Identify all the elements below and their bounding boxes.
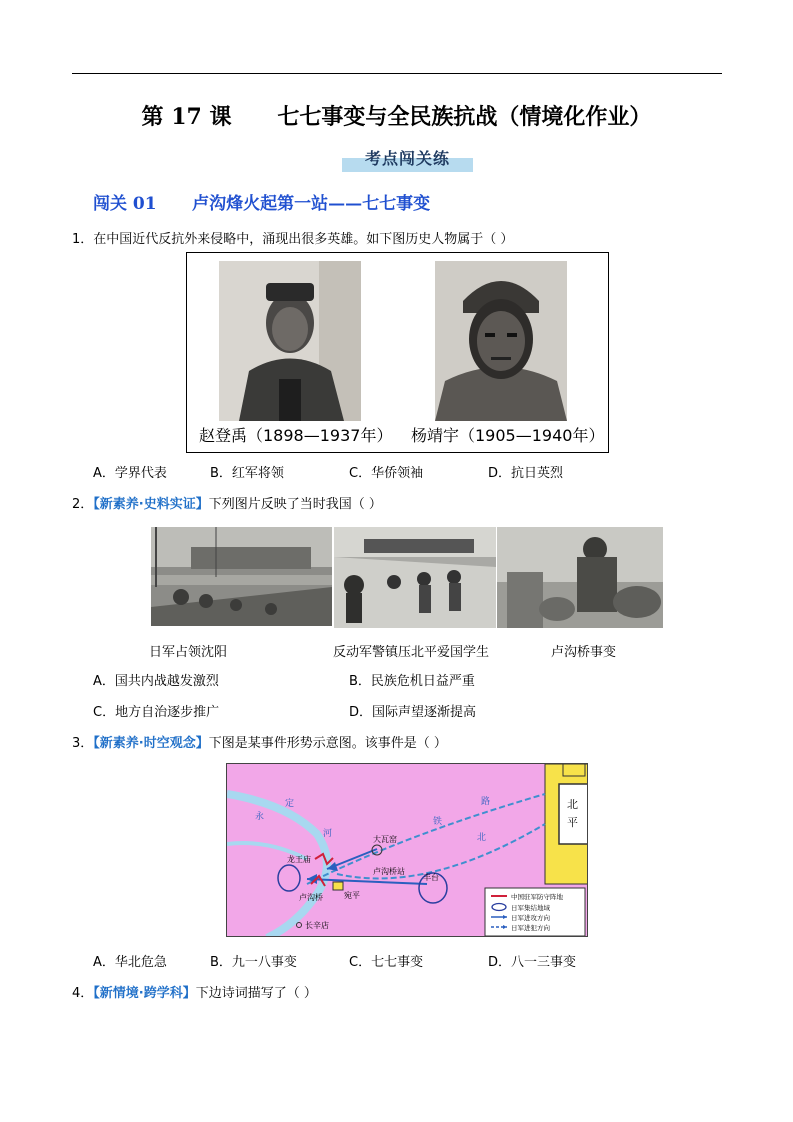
question-1-stem: 1．在中国近代反抗外来侵略中，涌现出很多英雄。如下图历史人物属于（ ） [72, 232, 514, 247]
caption-zhao-dengyu: 赵登禹（1898—1937年） [199, 426, 393, 445]
photo-beiping-students [334, 527, 496, 628]
lesson-title: 第 17 课 七七事变与全民族抗战（情境化作业） [141, 104, 652, 130]
q3-option-d[interactable]: D．八一三事变 [488, 955, 577, 970]
photo-lugou-bridge-incident [497, 527, 663, 628]
q2-option-a[interactable]: A．国共内战越发激烈 [93, 674, 219, 689]
portrait-zhao-dengyu [219, 261, 361, 421]
q1-option-a[interactable]: A．学界代表 [93, 466, 167, 481]
map-place-lugouqiao: 卢沟桥 [299, 893, 323, 902]
q2-option-d[interactable]: D．国际声望逐渐提高 [349, 705, 477, 720]
question-3-stem [72, 732, 447, 751]
question-2-text: 下列图片反映了当时我国（ ） [208, 497, 382, 512]
q1-option-b[interactable]: B．红军将领 [210, 466, 284, 481]
map-river-yong: 永 [255, 812, 265, 822]
map-place-dawayao: 大瓦窑 [373, 835, 397, 844]
map-place-longwangmiao: 龙王庙 [287, 855, 311, 864]
map-city-bei: 北 [567, 798, 578, 811]
question-4-number: 4． [72, 986, 94, 1001]
question-3-number: 3． [72, 736, 94, 751]
question-3-text: 下图是某事件形势示意图。该事件是（ ） [208, 736, 447, 751]
question-2-stem [72, 493, 382, 512]
question-3-tag: 【新素养·时空观念】 [93, 736, 209, 751]
photo-shenyang-occupation [151, 527, 332, 626]
map-legend-1: 中国驻军防守阵地 [511, 893, 563, 901]
portrait-yang-jingyu [435, 261, 567, 421]
caption-beiping: 反动军警镇压北平爱国学生 [333, 645, 490, 660]
q3-option-a[interactable]: A．华北危急 [93, 955, 167, 970]
question-4-text: 下边诗词描写了（ ） [195, 986, 317, 1001]
q1-option-c[interactable]: C．华侨领袖 [349, 466, 424, 481]
map-legend-3: 日军进攻方向 [511, 914, 550, 922]
map-river-he: 河 [323, 829, 333, 839]
map-river-ding: 定 [285, 799, 295, 809]
q3-option-b[interactable]: B．九一八事变 [210, 955, 297, 970]
question-4-stem [72, 982, 317, 1001]
banner-label: 考点闯关练 [364, 149, 450, 168]
q2-option-c[interactable]: C．地方自治逐步推广 [93, 705, 220, 720]
section-banner [342, 146, 473, 172]
map-place-lugouqiao-station: 卢沟桥站 [373, 867, 405, 876]
map-legend-2: 日军集结地域 [511, 904, 550, 912]
lugou-bridge-situation-map [226, 763, 588, 937]
q2-option-b[interactable]: B．民族危机日益严重 [349, 674, 475, 689]
q1-option-d[interactable]: D．抗日英烈 [488, 466, 564, 481]
caption-lugou: 卢沟桥事变 [551, 645, 617, 660]
top-rule [72, 73, 722, 74]
map-place-wanping: 宛平 [344, 891, 360, 900]
question-2-number: 2． [72, 497, 94, 512]
section-title: 闯关 01 卢沟烽火起第一站——七七事变 [93, 194, 431, 214]
map-rail-tie: 铁 [433, 817, 443, 827]
map-place-changxindian: 长辛店 [305, 921, 329, 930]
question-1-figure [186, 252, 609, 453]
map-rail-bei: 北 [477, 833, 487, 843]
map-city-ping: 平 [567, 816, 578, 829]
q3-option-c[interactable]: C．七七事变 [349, 955, 424, 970]
caption-yang-jingyu: 杨靖宇（1905—1940年） [411, 426, 605, 445]
map-legend-4: 日军进犯方向 [511, 924, 550, 932]
caption-shenyang: 日军占领沈阳 [149, 645, 228, 660]
map-rail-lu: 路 [481, 797, 491, 807]
map-place-fengtai: 丰台 [423, 873, 439, 882]
question-2-tag: 【新素养·史料实证】 [93, 497, 209, 512]
question-4-tag: 【新情境·跨学科】 [93, 986, 196, 1001]
